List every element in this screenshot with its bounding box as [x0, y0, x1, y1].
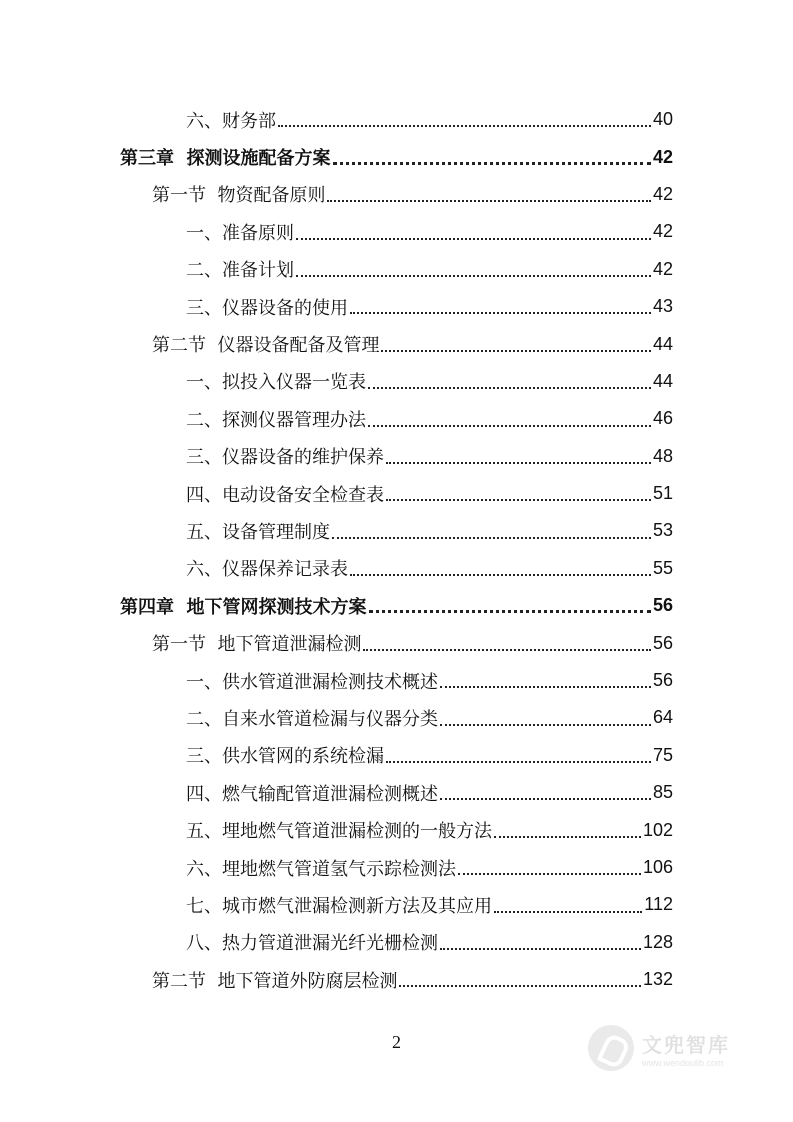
toc-entry[interactable]	[0, 737, 793, 774]
toc-entry-label: 二、自来水管道检漏与仪器分类	[186, 708, 438, 730]
toc-entry[interactable]	[0, 363, 793, 400]
toc-entry-label: 五、设备管理制度	[186, 521, 330, 543]
toc-leader-dots	[368, 386, 651, 389]
toc-entry-page: 42	[652, 183, 673, 204]
toc-leader-dots	[399, 984, 641, 987]
toc-entry[interactable]	[0, 624, 793, 661]
toc-leader-dots	[386, 461, 651, 464]
toc-leader-dots	[440, 797, 651, 800]
toc-entry-label: 二、探测仪器管理办法	[186, 409, 366, 431]
toc-entry-page: 64	[652, 707, 673, 728]
toc-entry-label: 七、城市燃气泄漏检测新方法及其应用	[186, 895, 492, 917]
toc-entry-label: 三、仪器设备的使用	[186, 297, 348, 319]
toc-entry-page: 46	[652, 408, 673, 429]
toc-leader-dots	[458, 872, 641, 875]
toc-entry-label: 四、电动设备安全检查表	[186, 484, 384, 506]
toc-leader-dots	[381, 349, 651, 352]
toc-entry-page: 56	[652, 595, 673, 616]
toc-leader-dots	[369, 609, 651, 613]
toc-leader-dots	[278, 124, 651, 127]
toc-entry-page: 75	[652, 744, 673, 765]
toc-entry-label: 三、仪器设备的维护保养	[186, 447, 384, 469]
toc-leader-dots	[327, 199, 651, 202]
toc-leader-dots	[386, 498, 651, 501]
toc-entry-label: 六、仪器保养记录表	[186, 559, 348, 581]
toc-entry-label: 六、埋地燃气管道氢气示踪检测法	[186, 858, 456, 880]
toc-entry[interactable]	[0, 176, 793, 213]
toc-entry[interactable]	[0, 924, 793, 961]
toc-leader-dots	[333, 161, 651, 165]
toc-entry-page: 56	[652, 632, 673, 653]
toc-leader-dots	[296, 237, 651, 240]
toc-leader-dots	[363, 648, 651, 651]
toc-entry-page: 42	[652, 146, 673, 167]
toc-entry-page: 48	[652, 445, 673, 466]
toc-entry-label: 五、埋地燃气管道泄漏检测的一般方法	[186, 821, 492, 843]
toc-entry-label: 二、准备计划	[186, 260, 294, 282]
toc-entry-label: 第三章 探测设施配备方案	[120, 148, 331, 170]
toc-entry-label: 三、供水管网的系统检漏	[186, 746, 384, 768]
toc-entry-page: 112	[644, 894, 673, 915]
toc-entry-page: 43	[652, 296, 673, 317]
toc-entry-label: 第二节 仪器设备配备及管理	[152, 335, 380, 357]
toc-leader-dots	[296, 274, 651, 277]
toc-entry-page: 44	[652, 333, 673, 354]
toc-leader-dots	[350, 573, 651, 576]
toc-entry-label: 一、准备原则	[186, 222, 294, 244]
toc-entry-label: 第二节 地下管道外防腐层检测	[152, 970, 398, 992]
toc-entry-label: 一、供水管道泄漏检测技术概述	[186, 671, 438, 693]
toc-entry-page: 106	[642, 857, 673, 877]
toc-leader-dots	[494, 910, 642, 913]
toc-entry-label: 第一节 物资配备原则	[152, 185, 326, 207]
toc-entry[interactable]	[0, 512, 793, 549]
toc-leader-dots	[368, 424, 651, 427]
toc-leader-dots	[332, 536, 651, 539]
toc-entry-page: 85	[652, 782, 673, 803]
toc-entry[interactable]	[0, 138, 793, 175]
toc-entry-page: 40	[652, 109, 673, 130]
toc-entry-page: 128	[642, 931, 673, 952]
toc-entry[interactable]	[0, 288, 793, 325]
toc-entry-page: 132	[642, 969, 673, 990]
toc-entry[interactable]	[0, 662, 793, 699]
toc-entry[interactable]	[0, 699, 793, 736]
toc-entry[interactable]	[0, 961, 793, 998]
toc-entry-label: 第一节 地下管道泄漏检测	[152, 634, 362, 656]
watermark-subtitle: www.wendoulib.com	[642, 1057, 724, 1068]
toc-entry-page: 55	[652, 557, 673, 578]
toc-entry-label: 第四章 地下管网探测技术方案	[120, 596, 367, 618]
toc-entry[interactable]	[0, 774, 793, 811]
toc-entry[interactable]	[0, 849, 793, 886]
watermark	[588, 1018, 758, 1078]
toc-entry-page: 51	[652, 483, 673, 504]
toc-entry[interactable]	[0, 101, 793, 138]
toc-entry-label: 六、财务部	[186, 110, 276, 132]
toc-entry[interactable]	[0, 438, 793, 475]
toc-entry[interactable]	[0, 400, 793, 437]
toc-entry-page: 42	[652, 258, 673, 279]
toc-entry[interactable]	[0, 587, 793, 624]
toc-entry[interactable]	[0, 886, 793, 923]
page-number: 2	[392, 1032, 401, 1052]
toc-leader-dots	[494, 835, 641, 838]
toc-entry-page: 42	[652, 221, 673, 242]
toc-entry[interactable]	[0, 213, 793, 250]
toc-entry-page: 53	[652, 520, 673, 541]
watermark-logo-icon	[588, 1025, 634, 1071]
table-of-contents	[0, 101, 793, 998]
watermark-title: 文兜智库	[642, 1032, 730, 1057]
toc-entry-label: 一、拟投入仪器一览表	[186, 372, 366, 394]
toc-entry[interactable]	[0, 550, 793, 587]
toc-leader-dots	[386, 760, 651, 763]
toc-entry[interactable]	[0, 475, 793, 512]
toc-entry-label: 四、燃气输配管道泄漏检测概述	[186, 783, 438, 805]
toc-leader-dots	[440, 723, 651, 726]
toc-leader-dots	[440, 947, 641, 950]
toc-entry-label: 八、热力管道泄漏光纤光栅检测	[186, 933, 438, 955]
toc-entry-page: 102	[642, 819, 673, 840]
toc-leader-dots	[350, 311, 651, 314]
toc-entry[interactable]	[0, 325, 793, 362]
toc-entry-page: 44	[652, 370, 673, 391]
watermark-text	[642, 1029, 730, 1068]
toc-entry-page: 56	[652, 670, 673, 691]
toc-entry[interactable]	[0, 811, 793, 848]
toc-entry[interactable]	[0, 251, 793, 288]
toc-leader-dots	[440, 685, 651, 688]
